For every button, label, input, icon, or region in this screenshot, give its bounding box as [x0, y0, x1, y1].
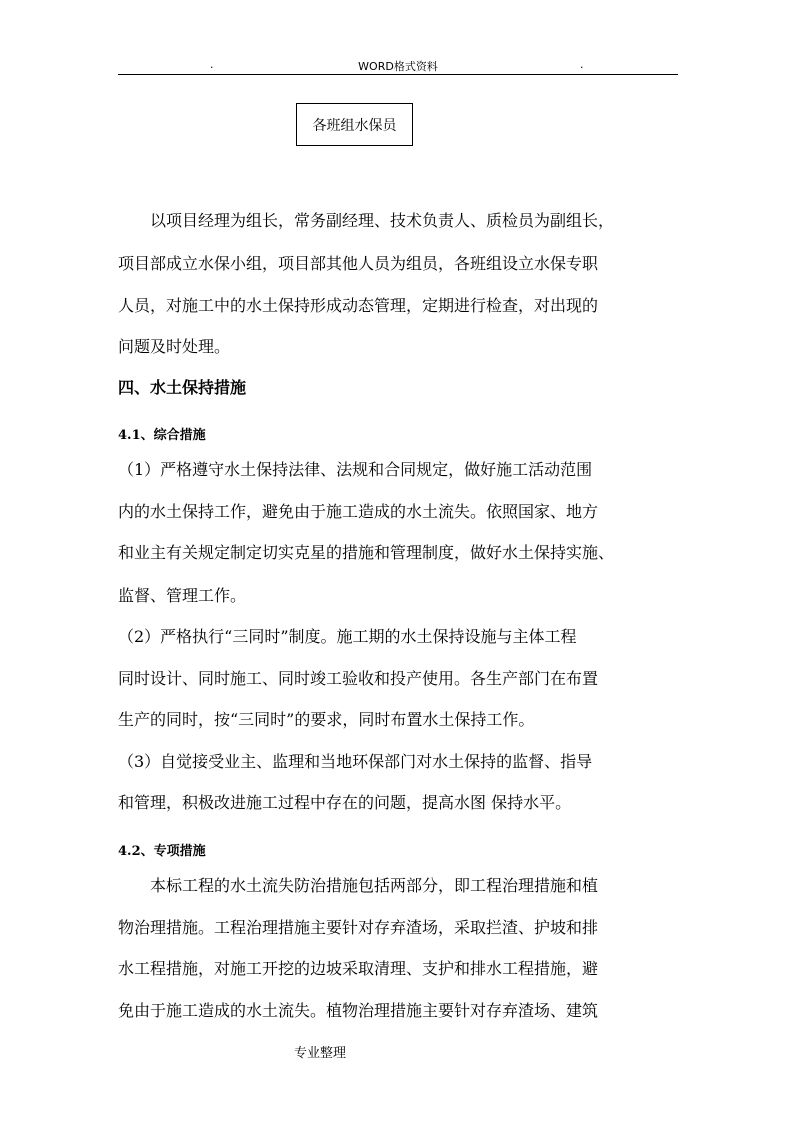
- sec41-line-5: （2）严格执行“三同时”制度。施工期的水土保持设施与主体工程: [118, 627, 577, 646]
- sec42-line-4: 免由于施工造成的水土流失。植物治理措施主要针对存弃渣场、建筑: [118, 1001, 599, 1020]
- sec41-line-8: （3）自觉接受业主、监理和当地环保部门对水土保持的监督、指导: [118, 752, 593, 771]
- header-left-mark: .: [210, 58, 214, 71]
- org-chart-box-label: 各班组水保员: [312, 117, 397, 134]
- intro-line-1: 以项目经理为组长，常务副经理、技术负责人、质检员为副组长，: [150, 211, 615, 230]
- sec41-line-1: （1）严格遵守水土保持法律、法规和合同规定，做好施工活动范围: [118, 460, 593, 479]
- header-right-mark: .: [580, 58, 584, 71]
- intro-line-4: 问题及时处理。: [118, 337, 231, 356]
- sec42-line-3: 水工程措施，对施工开挖的边坡采取清理、支护和排水工程措施，避: [118, 959, 599, 978]
- sec41-line-3: 和业主有关规定制定切实克星的措施和管理制度，做好水土保持实施、: [118, 543, 615, 562]
- sec41-line-4: 监督、管理工作。: [118, 586, 247, 605]
- page-header: [118, 56, 678, 75]
- header-title: WORD格式资料: [358, 60, 438, 73]
- intro-line-3: 人员，对施工中的水土保持形成动态管理，定期进行检查，对出现的: [118, 296, 599, 315]
- section-4-1-heading: 4.1、综合措施: [118, 428, 206, 443]
- section-4-heading: 四、水土保持措施: [118, 378, 247, 397]
- org-chart-box: [296, 103, 413, 146]
- sec41-line-9: 和管理，积极改进施工过程中存在的问题，提高水图 保持水平。: [118, 793, 572, 812]
- page-footer: 专业整理: [294, 1046, 347, 1061]
- section-4-2-heading: 4.2、专项措施: [118, 844, 206, 859]
- intro-line-2: 项目部成立水保小组，项目部其他人员为组员，各班组设立水保专职: [118, 254, 599, 273]
- sec42-line-2: 物治理措施。工程治理措施主要针对存弃渣场，采取拦渣、护坡和排: [118, 918, 599, 937]
- sec41-line-7: 生产的同时，按“三同时”的要求，同时布置水土保持工作。: [118, 710, 535, 729]
- sec42-line-1: 本标工程的水土流失防治措施包括两部分，即工程治理措施和植: [150, 876, 599, 895]
- sec41-line-2: 内的水土保持工作，避免由于施工造成的水土流失。依照国家、地方: [118, 502, 599, 521]
- sec41-line-6: 同时设计、同时施工、同时竣工验收和投产使用。各生产部门在布置: [118, 669, 599, 688]
